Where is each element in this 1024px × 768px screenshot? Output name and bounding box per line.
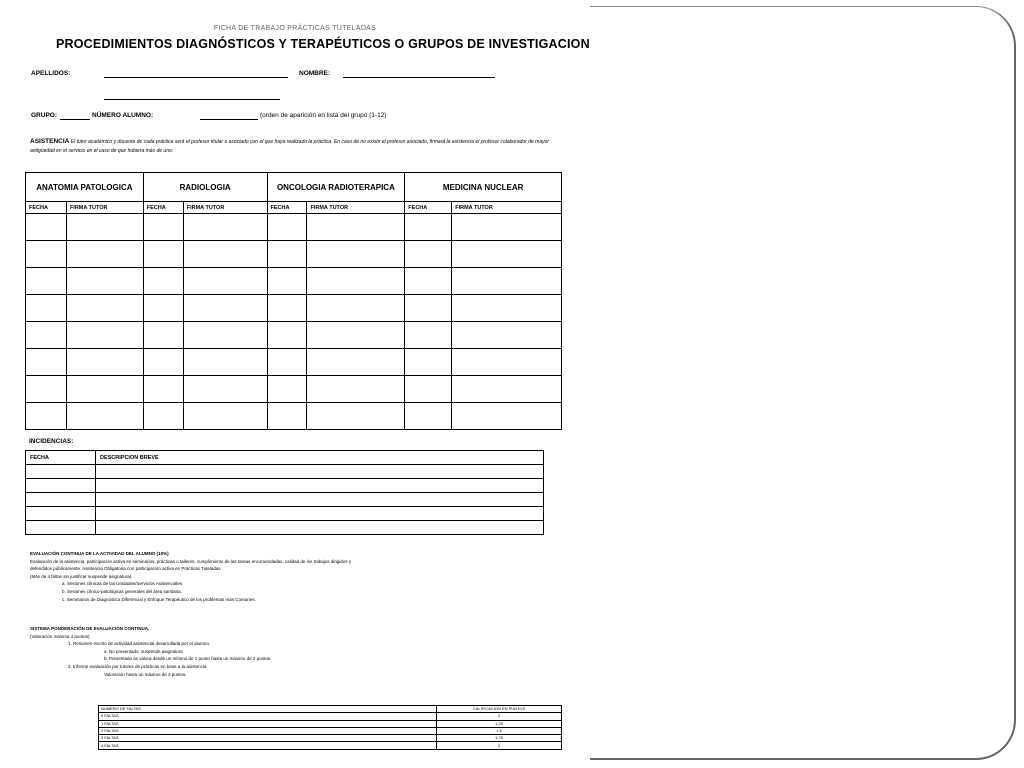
numero-label: NÚMERO ALUMNO:	[92, 112, 154, 119]
col-radiologia: RADIOLOGIA	[143, 173, 267, 202]
asistencia-paragraph	[30, 137, 570, 156]
table-row	[26, 295, 562, 322]
col-medicina-nuclear: MEDICINA NUCLEAR	[405, 173, 562, 202]
sistema-title: SISTEMA PONDERACIÓN DE EVALUACIÓN CONTINUA.	[30, 626, 150, 631]
numero-line[interactable]	[200, 119, 258, 120]
sub-firma-tutor: FIRMA TUTOR	[66, 202, 143, 214]
inc-col-descripcion: DESCRIPCION BREVE	[96, 451, 544, 465]
attendance-table	[25, 172, 562, 430]
col-oncologia-radioterapica: ONCOLOGIA RADIOTERAPICA	[267, 173, 405, 202]
grupo-label: GRUPO:	[31, 112, 57, 119]
table-row: 4 FALTAS 2	[99, 742, 562, 749]
sub-firma-tutor: FIRMA TUTOR	[307, 202, 405, 214]
asistencia-label: ASISTENCIA	[30, 138, 70, 145]
table-row	[26, 322, 562, 349]
incidencias-table	[25, 450, 544, 535]
table-row	[26, 465, 544, 479]
orden-note: (orden de aparición en lista del grupo (1-12)	[260, 112, 387, 119]
sub-firma-tutor: FIRMA TUTOR	[452, 202, 562, 214]
apellidos-line-2[interactable]	[104, 99, 280, 100]
sub-fecha: FECHA	[26, 202, 67, 214]
table-row	[26, 507, 544, 521]
evaluacion-item: c. Seminarios de Diagnóstico Diferencial y Enfoque Terapéutico de los problemas más Comunes.	[62, 596, 256, 602]
table-row	[26, 403, 562, 430]
table-row: 1 FALTAS 1,25	[99, 720, 562, 727]
sub-fecha: FECHA	[267, 202, 307, 214]
incidencias-label: INCIDENCIAS:	[29, 438, 74, 445]
table-row	[26, 268, 562, 295]
score-header-puntos: CALIFICACION EN PUNTOS	[437, 706, 562, 713]
document-subtitle: FICHA DE TRABAJO PRÁCTICAS TUTELADAS	[213, 25, 377, 32]
side-panel	[590, 6, 1016, 760]
sistema-item: a. No presentado: suspende asignatura	[104, 648, 183, 654]
nombre-line[interactable]	[343, 77, 495, 78]
score-header-faltas: NUMERO DE FALTAS	[99, 706, 437, 713]
inc-col-fecha: FECHA	[26, 451, 96, 465]
table-row: 2 FALTAS 1,5	[99, 727, 562, 734]
grupo-line[interactable]	[60, 119, 90, 120]
table-row	[26, 521, 544, 535]
asistencia-text: El tutor académico y docente de cada práctica será el profesor titular o asociado con el que haya realizado la práctica. En caso de no existir el profesor asociado, firmará la asistencia el profesor colaborador de mayor antigüedad en el servicio en el caso de que hubiera más de uno.	[30, 139, 550, 154]
apellidos-label: APELLIDOS:	[31, 70, 71, 77]
evaluacion-line: defendidos públicamente. Asistencia Obligatoria con participación activa en Prácticas Tuteladas	[30, 566, 221, 572]
sub-fecha: FECHA	[143, 202, 183, 214]
sistema-section	[30, 625, 575, 678]
nombre-label: NOMBRE:	[299, 70, 331, 77]
sub-firma-tutor: FIRMA TUTOR	[183, 202, 267, 214]
evaluacion-line: Evaluación de la asistencia, participación activa en seminarios, prácticas o talleres, cumplimiento de las tareas encomendadas, calidad de los trabajos dirigidos y	[30, 558, 352, 564]
sistema-item: 1. Resumen escrito de actividad asistencial desarrollada por el alumno.	[68, 641, 211, 647]
evaluacion-line: (Más de 4 faltas sin justificar suspende asignatura)	[30, 573, 132, 579]
document-title: PROCEDIMIENTOS DIAGNÓSTICOS Y TERAPÉUTICOS O GRUPOS DE INVESTIGACION	[56, 37, 590, 51]
sub-fecha: FECHA	[405, 202, 452, 214]
table-row: 3 FALTAS 1,75	[99, 735, 562, 742]
apellidos-line[interactable]	[104, 77, 288, 78]
sistema-item: b. Presentado se valora desde un mínimo de 1 punto hasta un máximo de 2 puntos.	[104, 656, 272, 662]
table-row	[26, 214, 562, 241]
sistema-item: Valoración hasta un máximo de 2 puntos.	[104, 671, 187, 677]
evaluacion-item: b. Sesiones clínico-patológicas generales del área sanitaria.	[62, 588, 182, 594]
table-row	[26, 376, 562, 403]
sistema-item: 2. Informe evaluación por tutores de prácticas en base a la asistencia	[68, 663, 207, 669]
table-row	[26, 349, 562, 376]
table-row	[26, 493, 544, 507]
evaluacion-section	[30, 550, 575, 603]
evaluacion-item: a. Sesiones clínicas de las Unidades/Servicios Asistenciales.	[62, 581, 184, 587]
table-row	[26, 241, 562, 268]
table-row	[26, 479, 544, 493]
sistema-line: (Valoración máxima 4 puntos)	[30, 633, 90, 639]
evaluacion-title: EVALUACIÓN CONTINUA DE LA ACTIVIDAD DEL ALUMNO (10%)	[30, 551, 169, 556]
table-row: 0 FALTAS 2	[99, 713, 562, 720]
score-table	[98, 705, 562, 750]
col-anatomia-patologica: ANATOMIA PATOLOGICA	[26, 173, 144, 202]
